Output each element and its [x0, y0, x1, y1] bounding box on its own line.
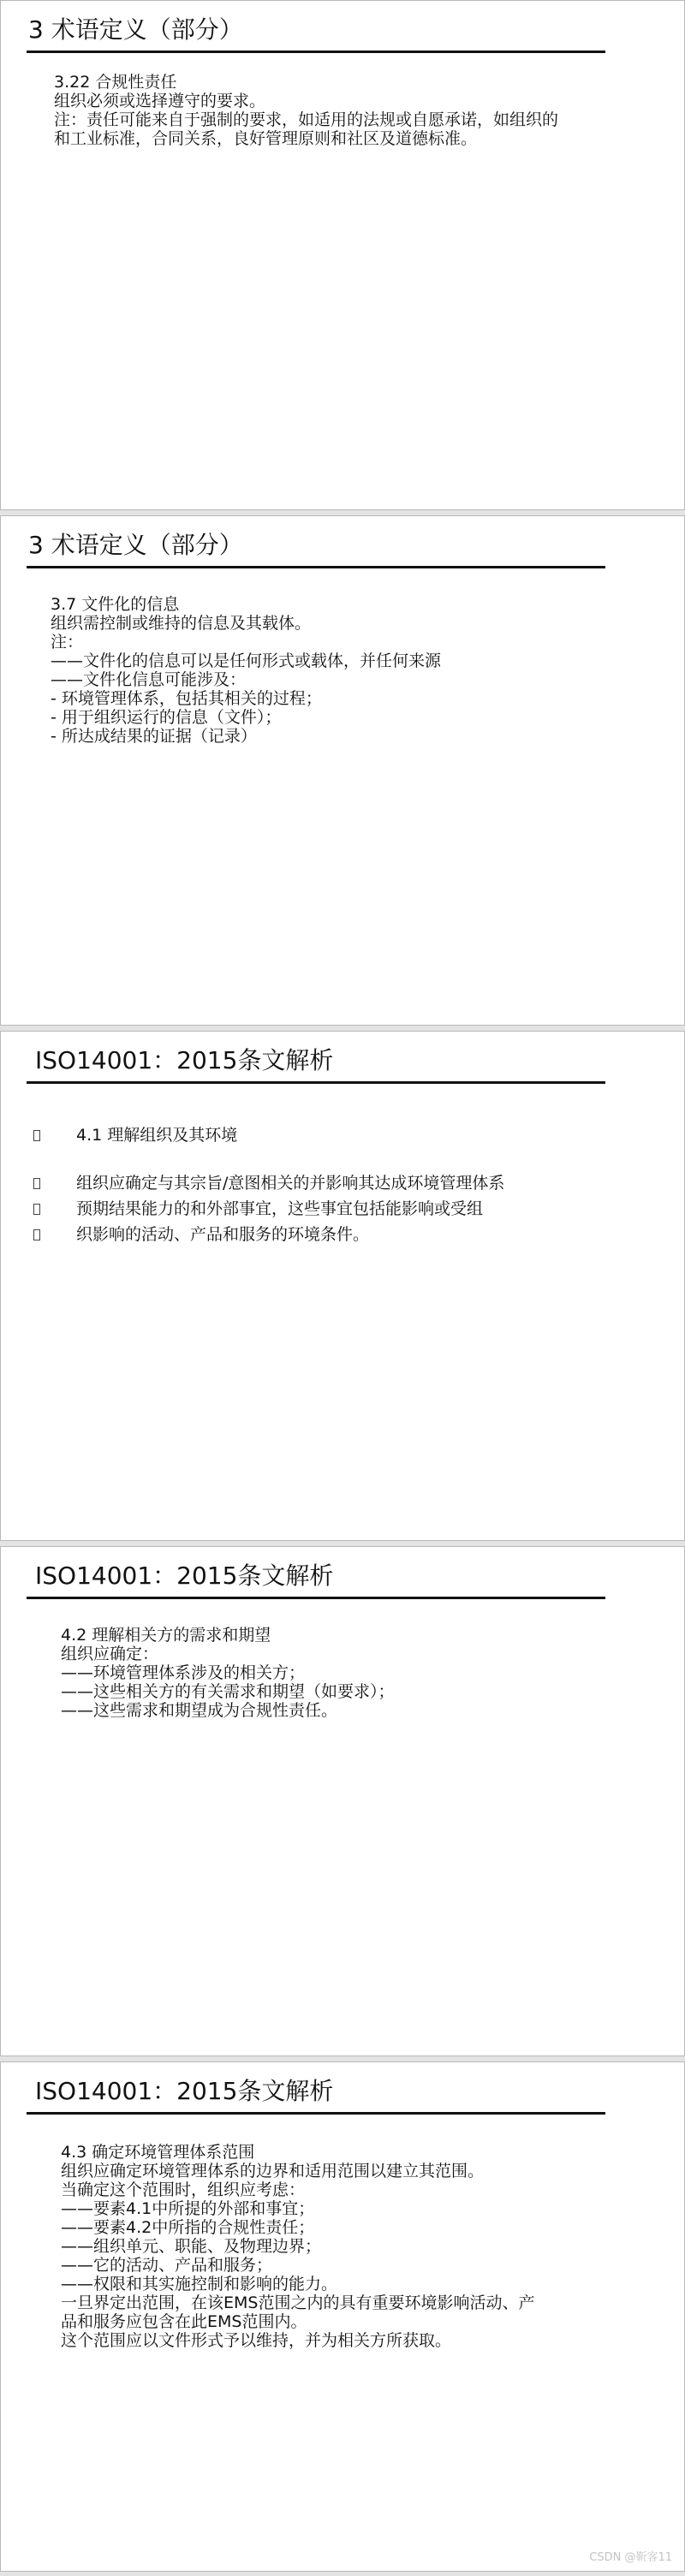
bullet-list: [33, 1126, 667, 1251]
bullet-text: 组织应确定与其宗旨/意图相关的并影响其达成环境管理体系: [76, 1174, 505, 1193]
clause-line: 当确定这个范围时，组织应考虑：: [61, 2180, 306, 2199]
bullet-box-icon: [33, 1178, 40, 1189]
clause-line: ——权限和其实施控制和影响的能力。: [61, 2275, 338, 2293]
slide-5: [0, 2061, 685, 2572]
slide-title: 3 术语定义（部分）: [28, 15, 243, 44]
title-underline: [27, 1081, 605, 1084]
slide-body: [61, 1626, 660, 1720]
slide-3: [0, 1031, 685, 1541]
title-underline: [27, 2112, 605, 2115]
bullet-text: 4.1 理解组织及其环境: [76, 1126, 238, 1145]
clause-line: ——要素4.1中所提的外部和事宜；: [61, 2199, 315, 2218]
bullet-box-icon: [33, 1229, 40, 1240]
note-line: ——文件化信息可能涉及：: [51, 670, 247, 689]
clause-line: 品和服务应包含在此EMS范围内。: [61, 2312, 307, 2331]
bullet-text: 预期结果能力的和外部事宜，这些事宜包括能影响或受组: [76, 1199, 484, 1218]
slide-body: [54, 73, 653, 148]
bullet-item: [33, 1225, 667, 1251]
clause-line: ——要素4.2中所指的合规性责任；: [61, 2218, 315, 2237]
watermark: CSDN @靳客11: [589, 2551, 672, 2564]
term-heading: 3.22 合规性责任: [54, 73, 177, 92]
list-item: - 所达成结果的证据（记录）: [51, 727, 257, 746]
clause-heading: 4.2 理解相关方的需求和期望: [61, 1626, 271, 1645]
bullet-box-icon: [33, 1204, 40, 1215]
clause-line: ——这些需求和期望成为合规性责任。: [61, 1701, 338, 1720]
slide-body: [61, 2143, 660, 2350]
bullet-box-icon: [33, 1130, 40, 1141]
clause-line: ——环境管理体系涉及的相关方；: [61, 1663, 306, 1682]
slide-title: ISO14001：2015条文解析: [35, 1046, 334, 1074]
term-heading: 3.7 文件化的信息: [51, 595, 180, 614]
slide-1: [0, 0, 685, 510]
title-underline: [27, 566, 605, 568]
note-line: ——文件化的信息可以是任何形式或载体，并任何来源: [51, 651, 442, 670]
clause-line: ——这些相关方的有关需求和期望（如要求）；: [61, 1682, 395, 1701]
clause-heading: 4.3 确定环境管理体系范围: [61, 2143, 255, 2162]
slide-title: ISO14001：2015条文解析: [35, 1562, 334, 1590]
bullet-item: [33, 1126, 667, 1151]
bullet-item: [33, 1174, 667, 1199]
note-line: 和工业标准，合同关系，良好管理原则和社区及道德标准。: [54, 129, 478, 148]
clause-line: 这个范围应以文件形式予以维持，并为相关方所获取。: [61, 2331, 452, 2350]
slide-body: [51, 595, 650, 746]
title-underline: [27, 51, 605, 53]
term-definition: 组织需控制或维持的信息及其载体。: [51, 614, 312, 633]
bullet-text: 织影响的活动、产品和服务的环境条件。: [76, 1225, 370, 1244]
clause-line: 一旦界定出范围，在该EMS范围之内的具有重要环境影响活动、产: [61, 2293, 535, 2312]
term-definition: 组织必须或选择遵守的要求。: [54, 92, 266, 110]
note-line: 注：责任可能来自于强制的要求，如适用的法规或自愿承诺，如组织的: [54, 110, 559, 129]
title-underline: [27, 1597, 605, 1599]
clause-line: ——它的活动、产品和服务；: [61, 2256, 273, 2275]
clause-line: 组织应确定环境管理体系的边界和适用范围以建立其范围。: [61, 2162, 485, 2180]
clause-line: 组织应确定：: [61, 1645, 159, 1663]
slide-2: [0, 515, 685, 1026]
slide-title: ISO14001：2015条文解析: [35, 2077, 334, 2105]
slide-4: [0, 1546, 685, 2056]
clause-line: ——组织单元、职能、及物理边界；: [61, 2237, 322, 2256]
note-line: 注：: [51, 633, 84, 651]
list-item: - 用于组织运行的信息（文件）；: [51, 708, 282, 727]
list-item: - 环境管理体系，包括其相关的过程；: [51, 689, 322, 708]
bullet-item: [33, 1199, 667, 1225]
slide-title: 3 术语定义（部分）: [28, 531, 243, 559]
